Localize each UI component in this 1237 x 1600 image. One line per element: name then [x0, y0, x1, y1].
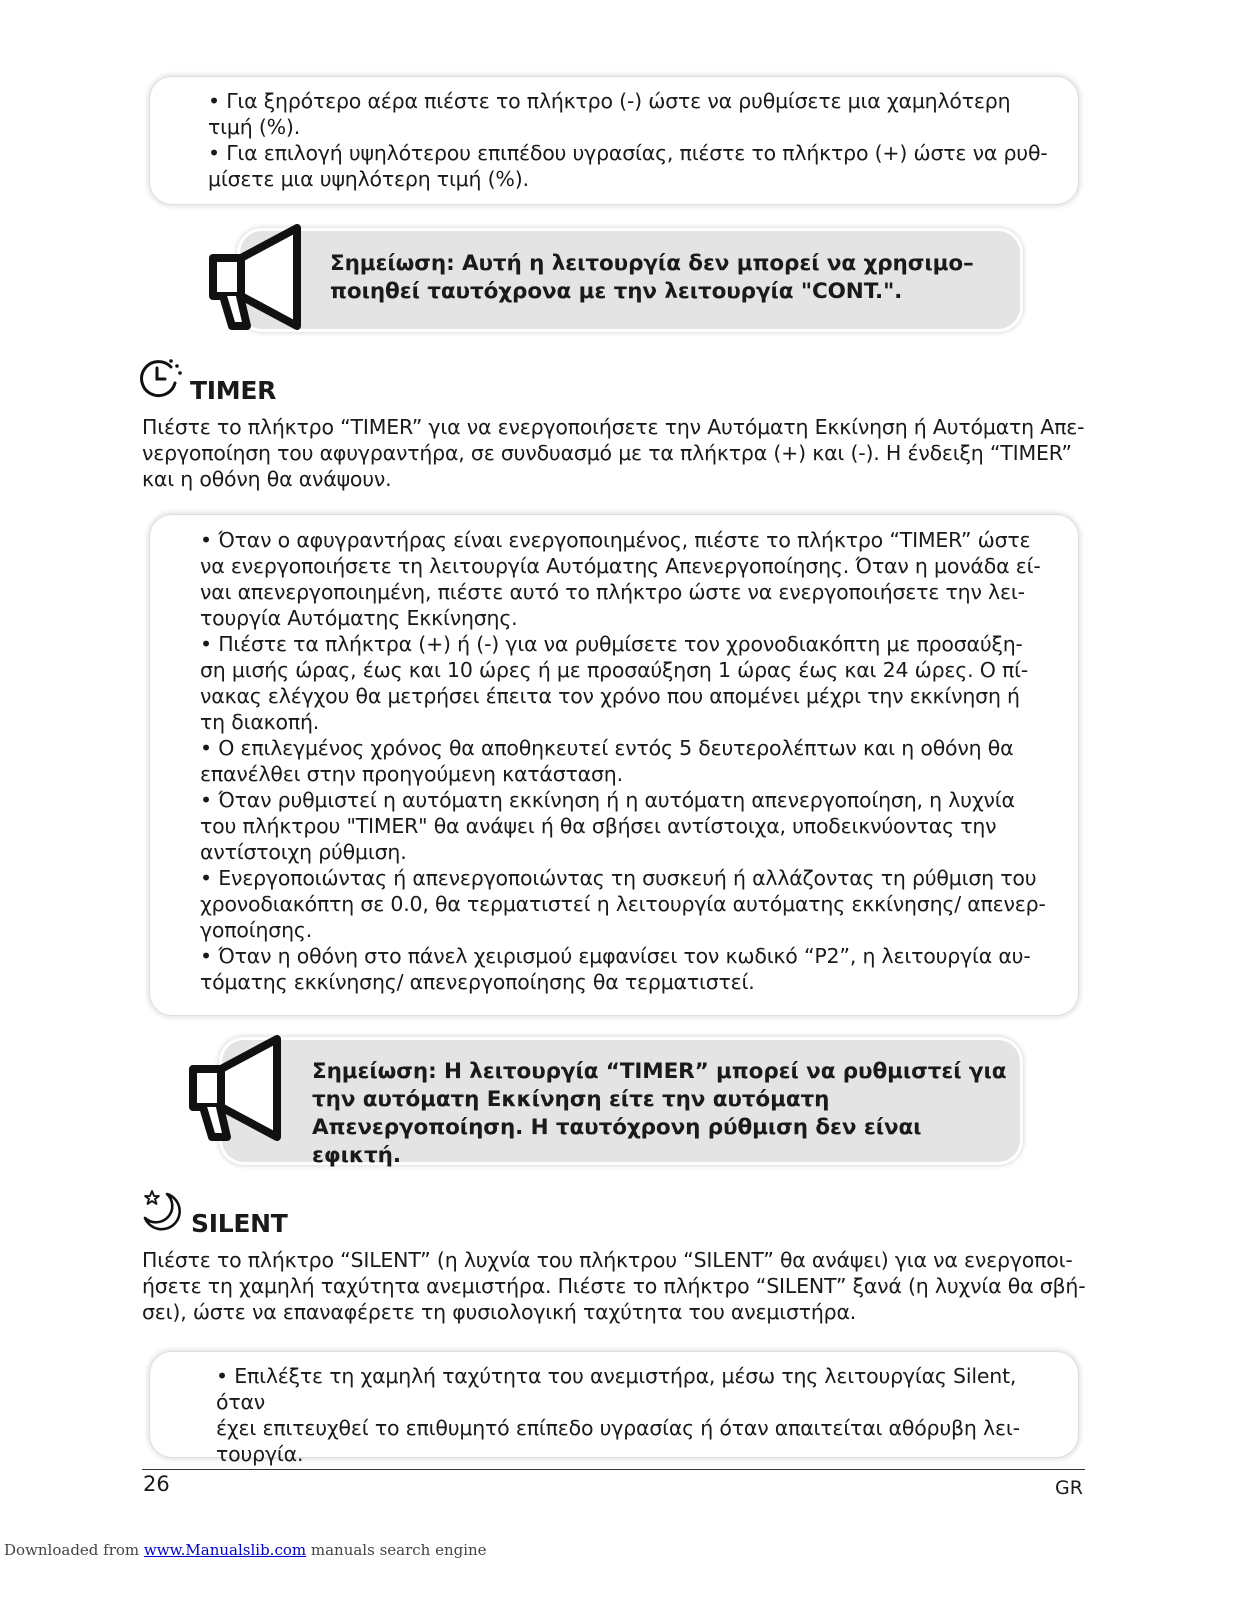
box-line: • Όταν ρυθμιστεί η αυτόματη εκκίνηση ή η αυτόματη απενεργοποίηση, η λυχνία [200, 788, 1015, 812]
box-line: τιμή (%). [208, 115, 301, 139]
box-line: χρονοδιακόπτη σε 0.0, θα τερματιστεί η λειτουργία αυτόματης εκκίνησης/ απενερ- [200, 892, 1046, 916]
note-line: Απενεργοποίηση. Η ταυτόχρονη ρύθμιση δεν είναι εφικτή. [312, 1115, 922, 1168]
box-line: • Όταν ο αφυγραντήρας είναι ενεργοποιημένος, πιέστε το πλήκτρο “TIMER” ώστε [200, 528, 1031, 552]
box-line: ναι απενεργοποιημένη, πιέστε αυτό το πλήκτρο ώστε να ενεργοποιήσετε την λει- [200, 580, 1025, 604]
silent-heading: SILENT [191, 1209, 288, 1238]
manualslib-link[interactable]: www.Manualslib.com [143, 1541, 307, 1559]
page-number: 26 [143, 1472, 170, 1496]
humidity-info-box [150, 77, 1078, 204]
intro-line: και η οθόνη θα ανάψουν. [142, 467, 392, 491]
language-code: GR [1055, 1477, 1083, 1499]
box-line: τη διακοπή. [200, 710, 320, 734]
box-line: τουργία. [216, 1442, 304, 1466]
download-suffix: manuals search engine [306, 1541, 487, 1559]
box-line: • Ο επιλεγμένος χρόνος θα αποθηκευτεί εντός 5 δευτερολέπτων και η οθόνη θα [200, 736, 1014, 760]
intro-line: ήσετε τη χαμηλή ταχύτητα ανεμιστήρα. Πιέστε το πλήκτρο “SILENT” ξανά (η λυχνία θα σβή- [142, 1274, 1086, 1298]
timer-heading: TIMER [190, 376, 277, 405]
box-line: • Για επιλογή υψηλότερου επιπέδου υγρασίας, πιέστε το πλήκτρο (+) ώστε να ρυθ- [208, 141, 1048, 165]
box-line: • Για ξηρότερο αέρα πιέστε το πλήκτρο (-) ώστε να ρυθμίσετε μια χαμηλότερη [208, 89, 1011, 113]
moon-star-icon [139, 1188, 187, 1236]
note-timer-box [222, 1040, 1020, 1168]
note-cont-box [240, 231, 1020, 329]
intro-line: σει), ώστε να επαναφέρετε τη φυσιολογική ταχύτητα του ανεμιστήρα. [142, 1300, 857, 1324]
silent-info-box [150, 1352, 1078, 1466]
note-line: ποιηθεί ταυτόχρονα με την λειτουργία "CONT.". [330, 279, 903, 304]
download-prefix: Downloaded from [4, 1541, 144, 1559]
silent-intro [142, 1247, 1088, 1325]
megaphone-icon [185, 1033, 300, 1145]
box-line: • Όταν η οθόνη στο πάνελ χειρισμού εμφανίσει τον κωδικό “P2”, η λειτουργία αυ- [200, 944, 1031, 968]
box-line: τουργία Αυτόματης Εκκίνησης. [200, 606, 518, 630]
box-line: επανέλθει στην προηγούμενη κατάσταση. [200, 762, 623, 786]
intro-line: Πιέστε το πλήκτρο “SILENT” (η λυχνία του πλήκτρου “SILENT” θα ανάψει) για να ενεργοποι- [142, 1248, 1073, 1272]
box-line: έχει επιτευχθεί το επιθυμητό επίπεδο υγρασίας ή όταν απαιτείται αθόρυβη λει- [216, 1416, 1020, 1440]
megaphone-icon [205, 222, 320, 334]
box-line: γοποίησης. [200, 918, 313, 942]
note-line: την αυτόματη Εκκίνηση είτε την αυτόματη [312, 1087, 830, 1112]
box-line: τόματης εκκίνησης/ απενεργοποίησης θα τερματιστεί. [200, 970, 755, 994]
timer-clock-icon [137, 357, 185, 399]
note-line: Σημείωση: Η λειτουργία “TIMER” μπορεί να ρυθμιστεί για [312, 1059, 1007, 1084]
box-line: ση μισής ώρας, έως και 10 ώρες ή με προσαύξηση 1 ώρας έως και 24 ώρες. Ο πί- [200, 658, 1029, 682]
box-line: • Επιλέξτε τη χαμηλή ταχύτητα του ανεμιστήρα, μέσω της λειτουργίας Silent, όταν [216, 1364, 1017, 1414]
box-line: • Ενεργοποιώντας ή απενεργοποιώντας τη συσκευή ή αλλάζοντας τη ρύθμιση του [200, 866, 1037, 890]
box-line: νακας ελέγχου θα μετρήσει έπειτα τον χρόνο που απομένει μέχρι την εκκίνηση ή [200, 684, 1020, 708]
box-line: μίσετε μια υψηλότερη τιμή (%). [208, 167, 529, 191]
footer-divider [142, 1469, 1085, 1470]
box-line: αντίστοιχη ρύθμιση. [200, 840, 407, 864]
timer-intro [142, 414, 1088, 492]
download-note [4, 1541, 487, 1559]
box-line: • Πιέστε τα πλήκτρα (+) ή (-) για να ρυθμίσετε τον χρονοδιακόπτη με προσαύξη- [200, 632, 1023, 656]
box-line: να ενεργοποιήσετε τη λειτουργία Αυτόματης Απενεργοποίησης. Όταν η μονάδα εί- [200, 554, 1041, 578]
note-line: Σημείωση: Αυτή η λειτουργία δεν μπορεί να χρησιμο– [330, 251, 974, 276]
box-line: του πλήκτρου "TIMER" θα ανάψει ή θα σβήσει αντίστοιχα, υποδεικνύοντας την [200, 814, 997, 838]
intro-line: νεργοποίηση του αφυγραντήρα, σε συνδυασμό με τα πλήκτρα (+) και (-). Η ένδειξη “TIMER” [142, 441, 1072, 465]
intro-line: Πιέστε το πλήκτρο “TIMER” για να ενεργοποιήσετε την Αυτόματη Εκκίνηση ή Αυτόματη Απε- [142, 415, 1085, 439]
timer-info-box [150, 515, 1078, 1015]
